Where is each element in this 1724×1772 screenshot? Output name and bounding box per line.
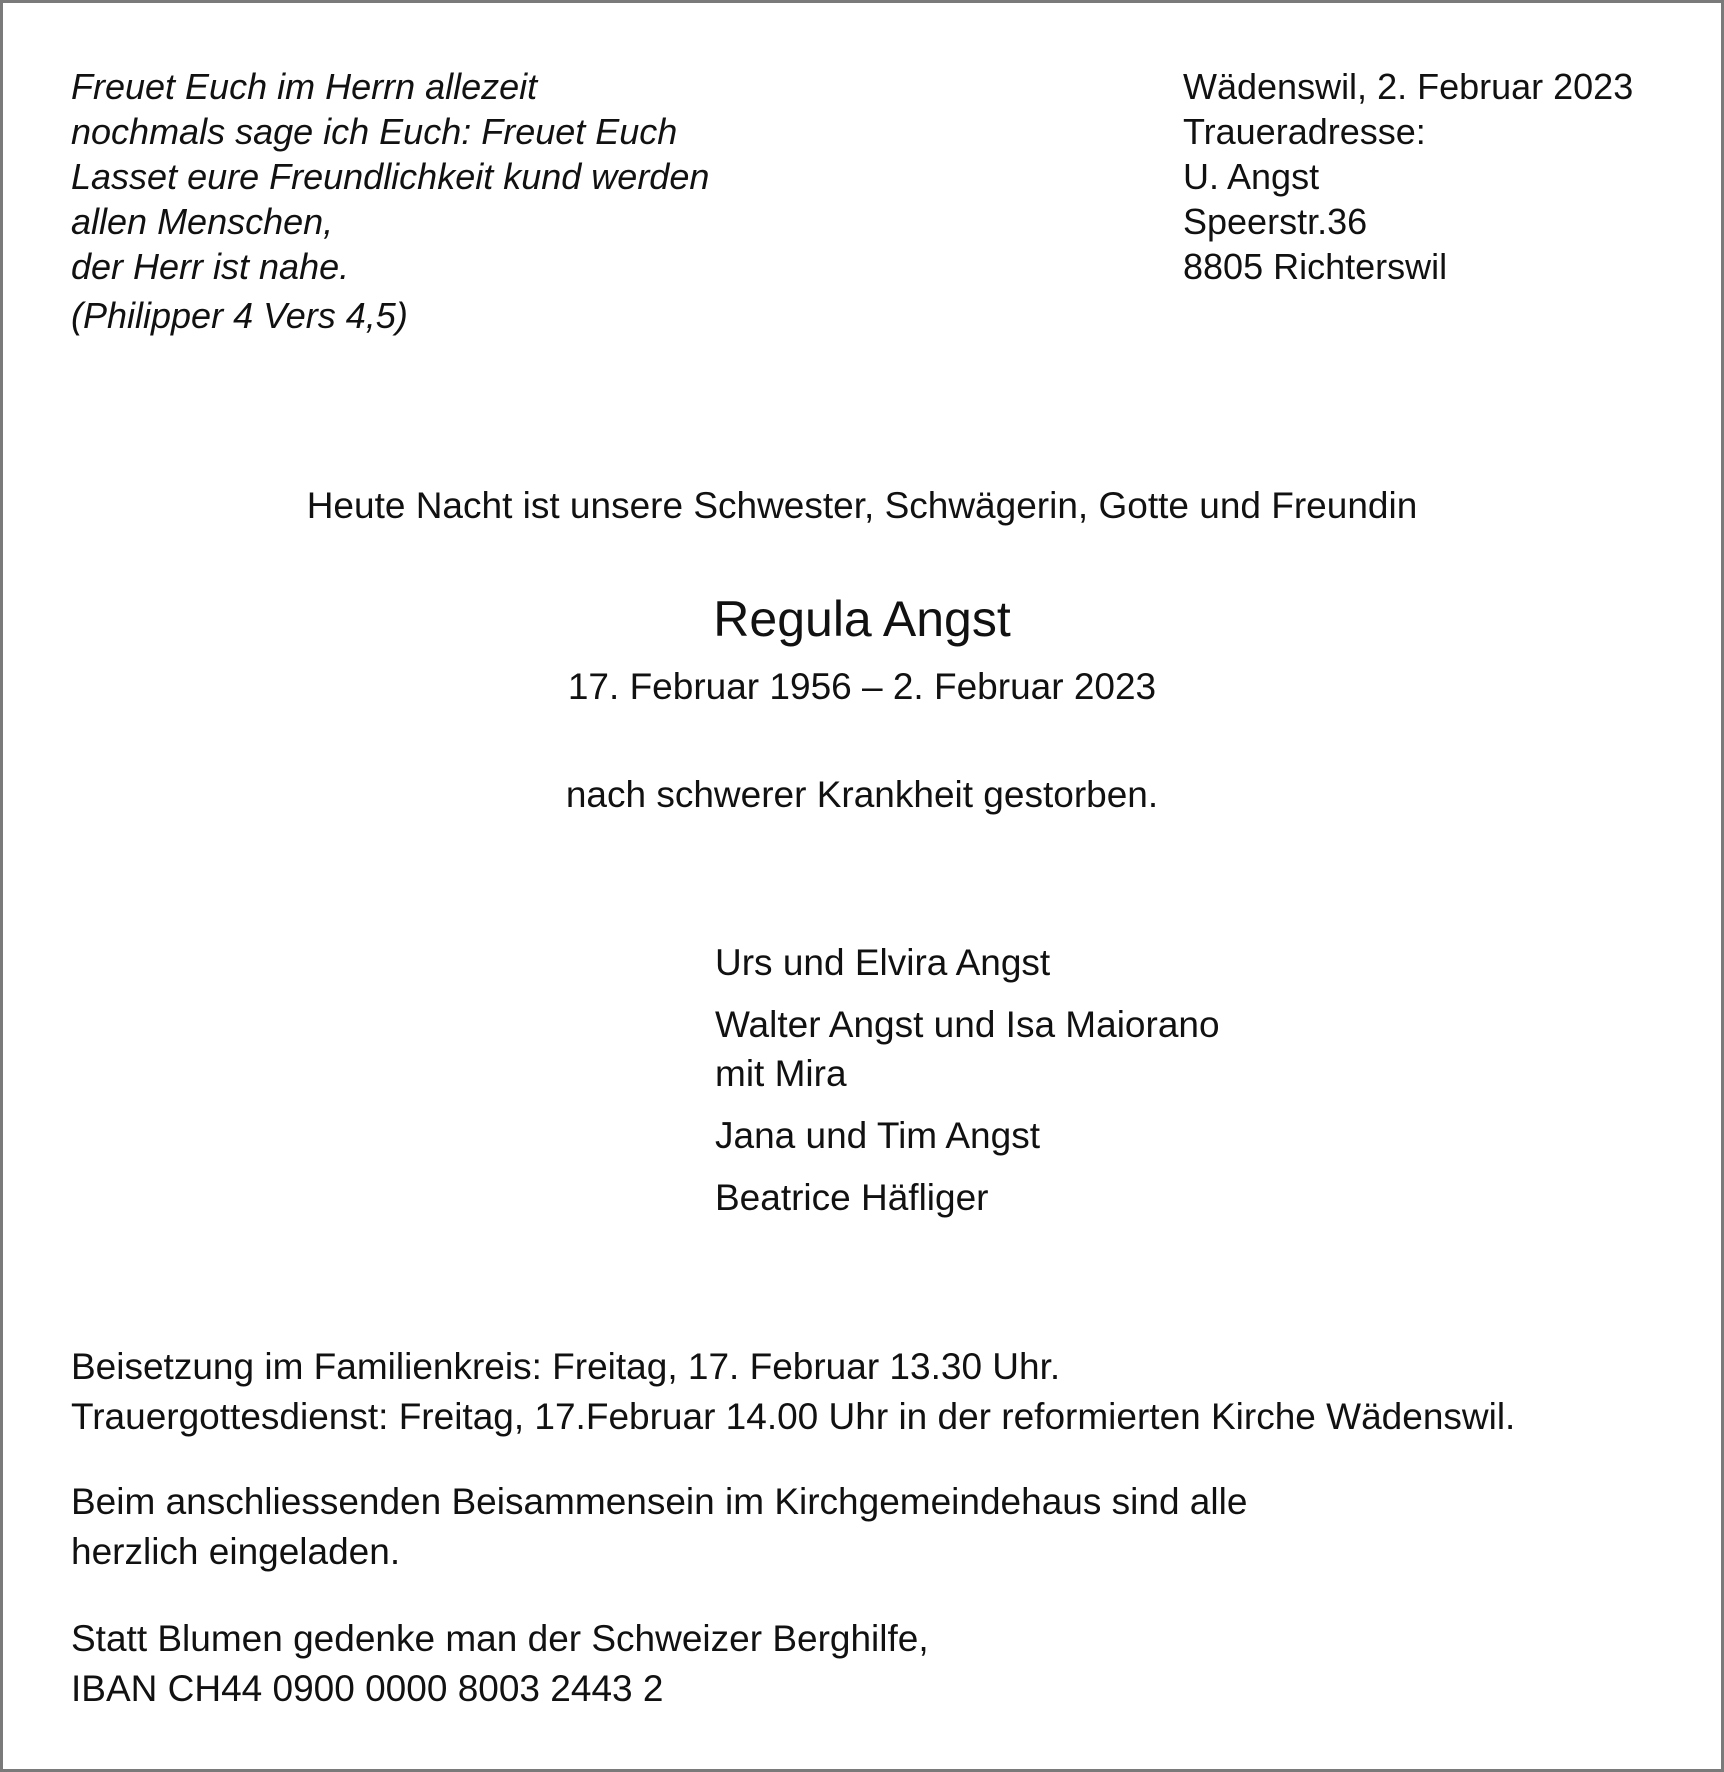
- burial-info: Beisetzung im Familienkreis: Freitag, 17. Februar 13.30 Uhr.: [71, 1346, 1061, 1387]
- verse-line: nochmals sage ich Euch: Freuet Euch: [71, 111, 678, 152]
- verse-line: Freuet Euch im Herrn allezeit: [71, 66, 538, 107]
- mourner-entry: Urs und Elvira Angst: [715, 942, 1051, 983]
- verse-line: allen Menschen,: [71, 201, 334, 242]
- donation-info: Statt Blumen gedenke man der Schweizer Berghilfe,: [71, 1618, 929, 1659]
- iban: IBAN CH44 0900 0000 8003 2443 2: [71, 1668, 664, 1709]
- life-dates: 17. Februar 1956 – 2. Februar 2023: [567, 666, 1157, 707]
- place-date: Wädenswil, 2. Februar 2023: [1183, 66, 1634, 107]
- announcement-intro: Heute Nacht ist unsere Schwester, Schwägerin, Gotte und Freundin: [306, 485, 1418, 526]
- deceased-name: Regula Angst: [713, 591, 1011, 647]
- verse-line: Lasset eure Freundlichkeit kund werden: [71, 156, 710, 197]
- mourner-entry: Walter Angst und Isa Maiorano: [715, 1004, 1220, 1045]
- mourner-entry: Beatrice Häfliger: [715, 1177, 989, 1218]
- address-name: U. Angst: [1183, 156, 1320, 197]
- verse-line: der Herr ist nahe.: [71, 246, 350, 287]
- mourner-entry: Jana und Tim Angst: [715, 1115, 1040, 1156]
- gathering-info: herzlich eingeladen.: [71, 1531, 401, 1572]
- mourner-entry: mit Mira: [715, 1053, 847, 1094]
- announcement-outro: nach schwerer Krankheit gestorben.: [565, 774, 1159, 815]
- mourning-address-label: Traueradresse:: [1183, 111, 1426, 152]
- verse-reference: (Philipper 4 Vers 4,5): [71, 295, 408, 336]
- address-city: 8805 Richterswil: [1183, 246, 1448, 287]
- gathering-info: Beim anschliessenden Beisammensein im Kirchgemeindehaus sind alle: [71, 1481, 1248, 1522]
- service-info: Trauergottesdienst: Freitag, 17.Februar 14.00 Uhr in der reformierten Kirche Wädenswil.: [71, 1396, 1516, 1437]
- address-street: Speerstr.36: [1183, 201, 1368, 242]
